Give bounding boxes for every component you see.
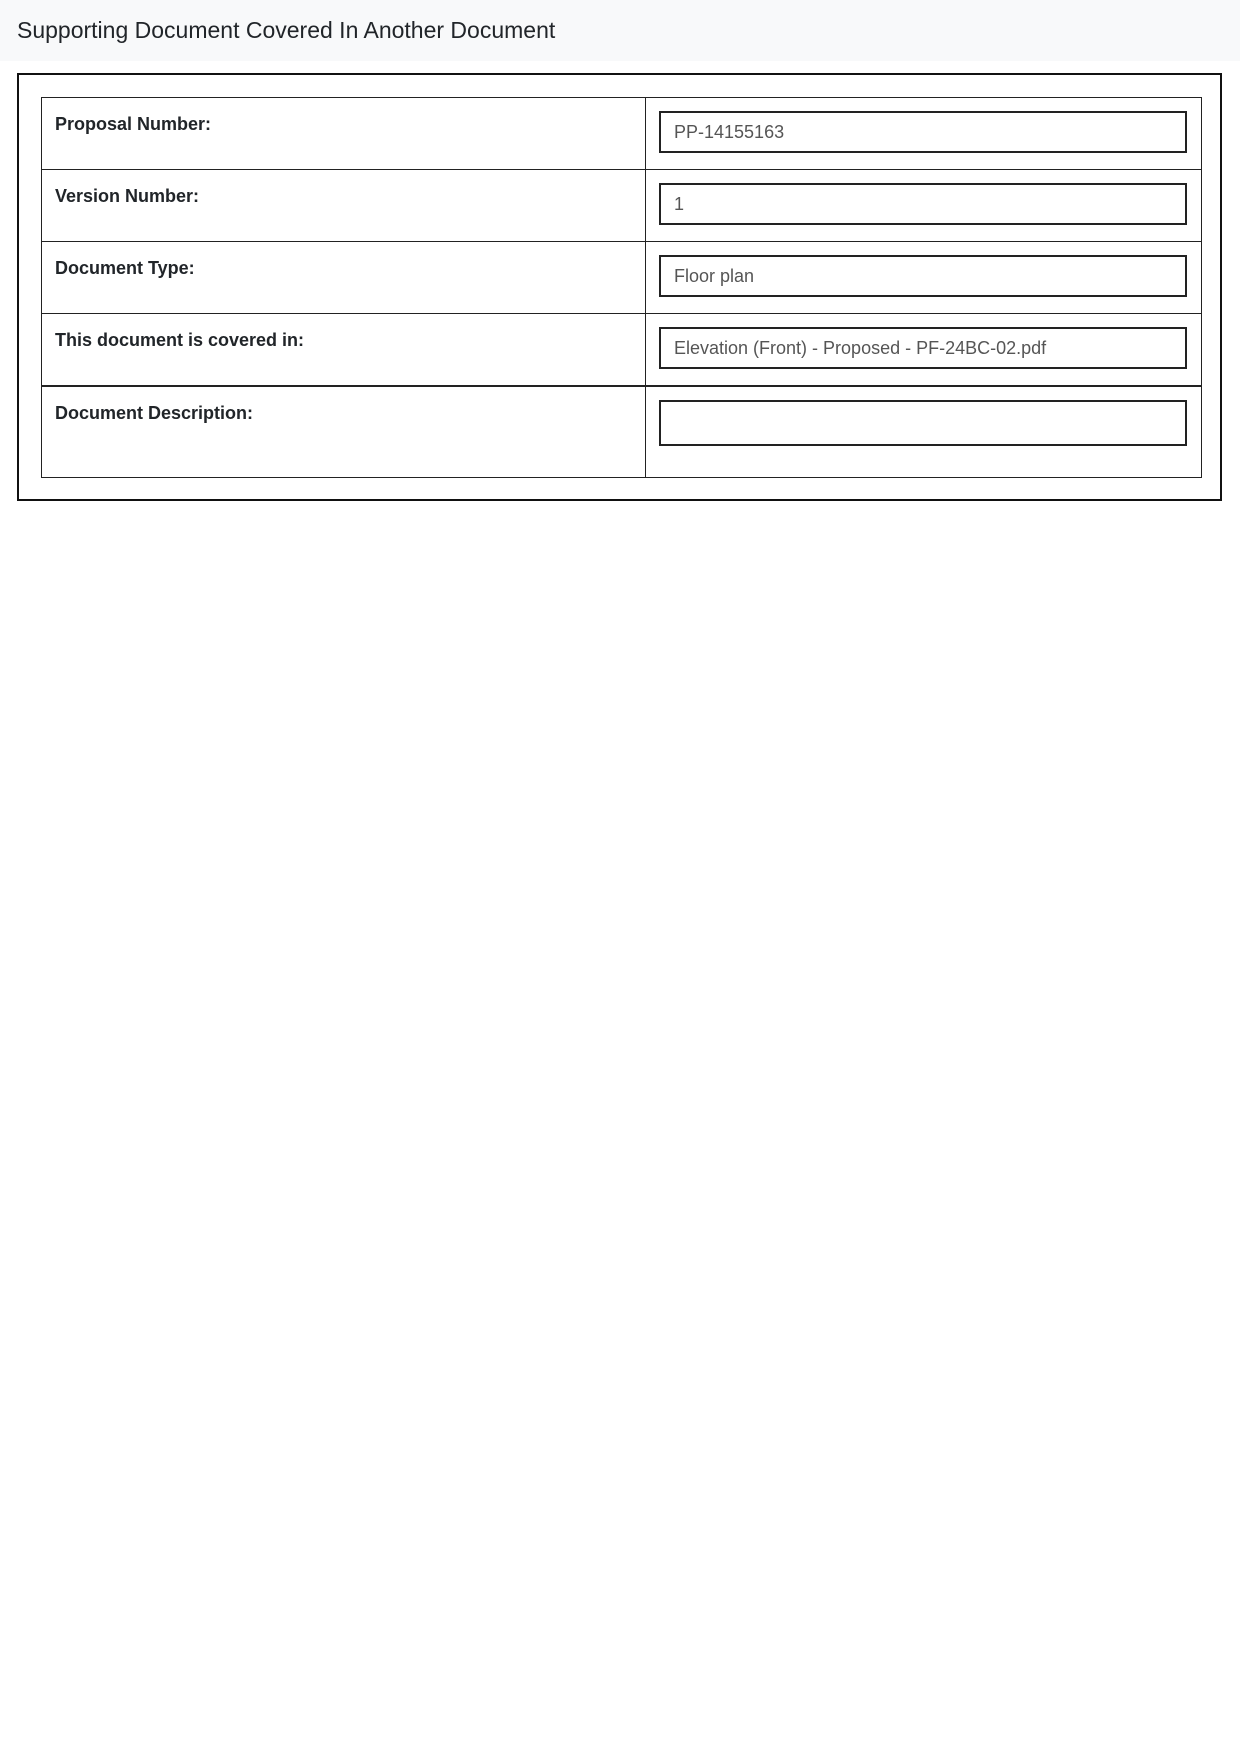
form-table (41, 97, 1202, 478)
form-row-proposal-number (42, 98, 1202, 170)
page-header (0, 0, 1240, 61)
document-description-field[interactable] (659, 400, 1187, 446)
proposal-number-cell (646, 98, 1202, 170)
version-number-cell (646, 170, 1202, 242)
version-number-field[interactable]: 1 (659, 183, 1187, 225)
document-description-cell (646, 386, 1202, 478)
version-number-label: Version Number: (42, 170, 646, 242)
form-row-version-number (42, 170, 1202, 242)
document-type-cell (646, 242, 1202, 314)
form-row-document-type (42, 242, 1202, 314)
form-row-covered-in (42, 314, 1202, 386)
covered-in-label: This document is covered in: (42, 314, 646, 386)
proposal-number-field[interactable]: PP-14155163 (659, 111, 1187, 153)
document-description-label: Document Description: (42, 386, 646, 478)
covered-in-field[interactable]: Elevation (Front) - Proposed - PF-24BC-02.pdf (659, 327, 1187, 369)
covered-in-cell (646, 314, 1202, 386)
proposal-number-label: Proposal Number: (42, 98, 646, 170)
page-title: Supporting Document Covered In Another Document (17, 17, 556, 43)
document-type-label: Document Type: (42, 242, 646, 314)
form-panel (17, 73, 1222, 501)
form-row-document-description (42, 386, 1202, 478)
document-type-field[interactable]: Floor plan (659, 255, 1187, 297)
